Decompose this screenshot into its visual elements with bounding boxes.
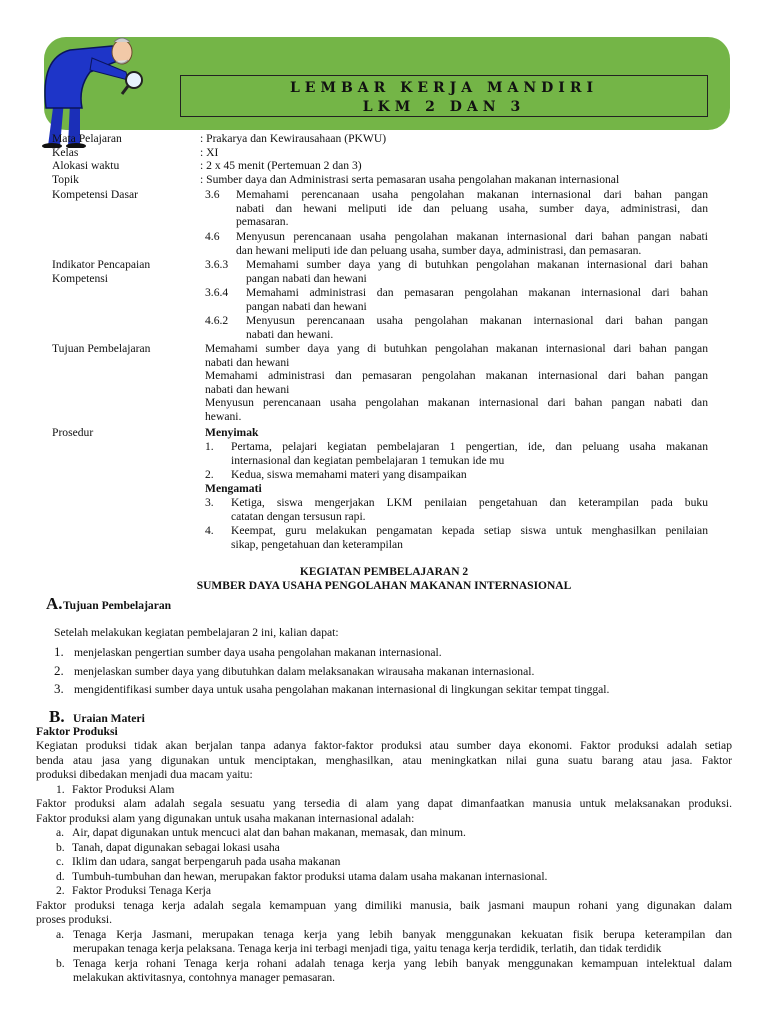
mengamati-heading: Mengamati bbox=[205, 482, 262, 495]
prosedur-num-3: 3. bbox=[205, 496, 214, 509]
value-kelas: : XI bbox=[200, 145, 219, 159]
list-item: d. Tumbuh-tumbuhan dan hewan, merupakan faktor produksi utama dalam usaha makanan internasional. bbox=[56, 869, 548, 883]
prosedur-item-1: Pertama, pelajari kegiatan pembelajaran 1 pengertian, ide, dan peluang usaha makanan internasional dan kegiatan pembelajaran 1 temukan ide mu bbox=[231, 440, 708, 467]
list-item: 2. menjelaskan sumber daya yang dibutuhkan dalam melaksanakan wirausaha makanan internasional. bbox=[54, 662, 535, 678]
detective-mascot-icon bbox=[30, 28, 150, 148]
title-line-2: LKM 2 DAN 3 bbox=[362, 99, 526, 115]
kd-label: Kompetensi Dasar bbox=[52, 188, 138, 201]
list-item: 3. mengidentifikasi sumber daya untuk usaha pengolahan makanan internasional di lingkungan sekitar tempat tinggal. bbox=[54, 681, 610, 696]
section-b-letter: B. bbox=[49, 707, 65, 726]
title-box bbox=[180, 75, 708, 117]
tp-label: Tujuan Pembelajaran bbox=[52, 342, 151, 355]
ipk-label: Indikator Pencapaian Kompetensi bbox=[52, 258, 151, 285]
prosedur-num-4: 4. bbox=[205, 524, 214, 537]
ipk-num-2: 3.6.4 bbox=[205, 286, 229, 299]
label-kelas: Kelas bbox=[52, 145, 79, 159]
tp-items: Memahami sumber daya yang di butuhkan pengolahan makanan internasional dari bahan pangan nabati dan hewani Memahami administrasi dan pemasaran pengolahan makanan internasional dari bahan pangan nabati dan hewani Menyusun perencanaan usaha pengolahan makanan internasional dari bahan pangan nabati dan hewani. bbox=[205, 342, 708, 423]
ipk-num-3: 4.6.2 bbox=[205, 314, 229, 327]
value-topik: : Sumber daya dan Administrasi serta pemasaran usaha pengolahan makanan internasional bbox=[200, 172, 620, 186]
section-a-letter: A. bbox=[46, 594, 63, 613]
list-item: a. Tenaga Kerja Jasmani, merupakan tenaga kerja yang lebih banyak menggunakan kekuatan fisik berupa keterampilan dan merupakan tenaga kerja pelaksana. Tenaga kerja ini terbagi menjadi tiga, yaitu tenaga kerja terdidik, terlatih, dan tidak terdidik bbox=[56, 927, 732, 955]
section-b-title: Uraian Materi bbox=[73, 712, 145, 725]
prosedur-item-3: Ketiga, siswa mengerjakan LKM penilaian pengetahuan dan keterampilan pada buku catatan dengan tersusun rapi. bbox=[231, 496, 708, 523]
ipk-num-1: 3.6.3 bbox=[205, 258, 229, 271]
list-item: a. Air, dapat digunakan untuk mencuci alat dan bahan makanan, memasak, dan minum. bbox=[56, 826, 466, 839]
kd-num-2: 4.6 bbox=[205, 230, 220, 243]
info-values bbox=[200, 132, 619, 186]
kegiatan-heading-1: KEGIATAN PEMBELAJARAN 2 bbox=[299, 566, 469, 578]
kd-num-1: 3.6 bbox=[205, 188, 220, 201]
section-b-body: Kegiatan produksi tidak akan berjalan tanpa adanya faktor-faktor produksi atau sumber daya ekonomi. Faktor produksi adalah setiap benda atau jasa yang digunakan untuk menciptakan, menghasilkan, atau meningkatkan nilai guna suatu barang atau jasa. Faktor produksi dibedakan menjadi dua macam yaitu: 1. Faktor Produksi Alam Faktor produksi alam adalah segala sesuatu yang tersedia di alam yang dapat dimanfaatkan manusia untuk melaksanakan produksi. Faktor produksi alam yang digunakan untuk usaha makanan internasional adalah: a. Air, dapat digunakan untuk mencuci alat dan bahan makanan, memasak, dan minum. b. Tanah, dapat digunakan sebagai lokasi usaha c. Iklim dan udara, sangat berpengaruh pada usaha makanan d. Tumbuh-tumbuhan dan hewan, merupakan faktor produksi utama dalam usaha makanan internasional. 2. Faktor Produksi Tenaga Kerja Faktor produksi tenaga kerja adalah segala kemampuan yang dimiliki manusia, baik jasmani maupun rohani yang digunakan dalam proses produksi. a. Tenaga Kerja Jasmani, merupakan tenaga kerja yang lebih banyak menggunakan kekuatan fisik berupa keterampilan dan merupakan tenaga kerja pelaksana. Tenaga kerja ini terbagi menjadi tiga, yaitu tenaga kerja terdidik, terlatih, dan tidak terdidik b. Tenaga kerja rohani Tenaga kerja rohani adalah tenaga kerja yang lebih banyak menggunakan kemampuan intelektual dalam melakukan aktivitasnya, contohnya manager pemasaran. bbox=[36, 739, 732, 984]
section-a-title: Tujuan Pembelajaran bbox=[63, 599, 172, 612]
kd-item-1: Memahami perencanaan usaha pengolahan makanan internasional dari bahan pangan nabati dan hewani meliputi ide dan peluang usaha, sumber daya, administrasi, dan pemasaran. bbox=[236, 188, 708, 229]
prosedur-item-2: Kedua, siswa memahami materi yang disampaikan bbox=[231, 468, 467, 481]
value-mata-pelajaran: : Prakarya dan Kewirausahaan (PKWU) bbox=[200, 132, 387, 145]
prosedur-num-2: 2. bbox=[205, 468, 214, 481]
label-topik: Topik bbox=[52, 172, 79, 186]
ipk-item-1: Memahami sumber daya yang di butuhkan pengolahan makanan internasional dari bahan pangan nabati dan hewani bbox=[246, 258, 708, 285]
ipk-item-3: Menyusun perencanaan usaha pengolahan makanan internasional dari bahan pangan nabati dan hewani. bbox=[246, 314, 708, 341]
list-item: b. Tanah, dapat digunakan sebagai lokasi usaha bbox=[56, 840, 280, 854]
list-item: b. Tenaga kerja rohani Tenaga kerja rohani adalah tenaga kerja yang lebih banyak menggunakan kemampuan intelektual dalam melakukan aktivitasnya, contohnya manager pemasaran. bbox=[56, 956, 732, 984]
prosedur-label: Prosedur bbox=[52, 426, 94, 439]
list-item: c. Iklim dan udara, sangat berpengaruh pada usaha makanan bbox=[56, 855, 341, 868]
section-a-intro: Setelah melakukan kegiatan pembelajaran 2 ini, kalian dapat: bbox=[54, 626, 339, 639]
kegiatan-heading-2: SUMBER DAYA USAHA PENGOLAHAN MAKANAN INTERNASIONAL bbox=[196, 580, 572, 592]
list-item: 1. menjelaskan pengertian sumber daya usaha pengolahan makanan internasional. bbox=[54, 644, 442, 659]
label-mata-pelajaran: Mata Pelajaran bbox=[52, 132, 122, 145]
value-alokasi: : 2 x 45 menit (Pertemuan 2 dan 3) bbox=[200, 159, 362, 173]
ipk-item-2: Memahami administrasi dan pemasaran pengolahan makanan internasional dari bahan pangan nabati dan hewani bbox=[246, 286, 708, 313]
info-labels bbox=[52, 132, 122, 186]
section-a-list bbox=[54, 643, 609, 699]
prosedur-num-1: 1. bbox=[205, 440, 214, 453]
menyimak-heading: Menyimak bbox=[205, 426, 259, 439]
faktor-produksi-heading: Faktor Produksi bbox=[36, 725, 118, 738]
prosedur-item-4: Keempat, guru melakukan pengamatan kepada setiap siswa untuk menghasilkan penilaian sikap, pengetahuan dan keterampilan bbox=[231, 524, 708, 551]
label-alokasi: Alokasi waktu bbox=[52, 159, 120, 173]
title-line-1: LEMBAR KERJA MANDIRI bbox=[289, 80, 599, 96]
kd-item-2: Menyusun perencanaan usaha pengolahan makanan internasional dari bahan pangan nabati dan hewani meliputi ide dan peluang usaha, sumber daya, administrasi, dan pemasaran. bbox=[236, 230, 708, 257]
